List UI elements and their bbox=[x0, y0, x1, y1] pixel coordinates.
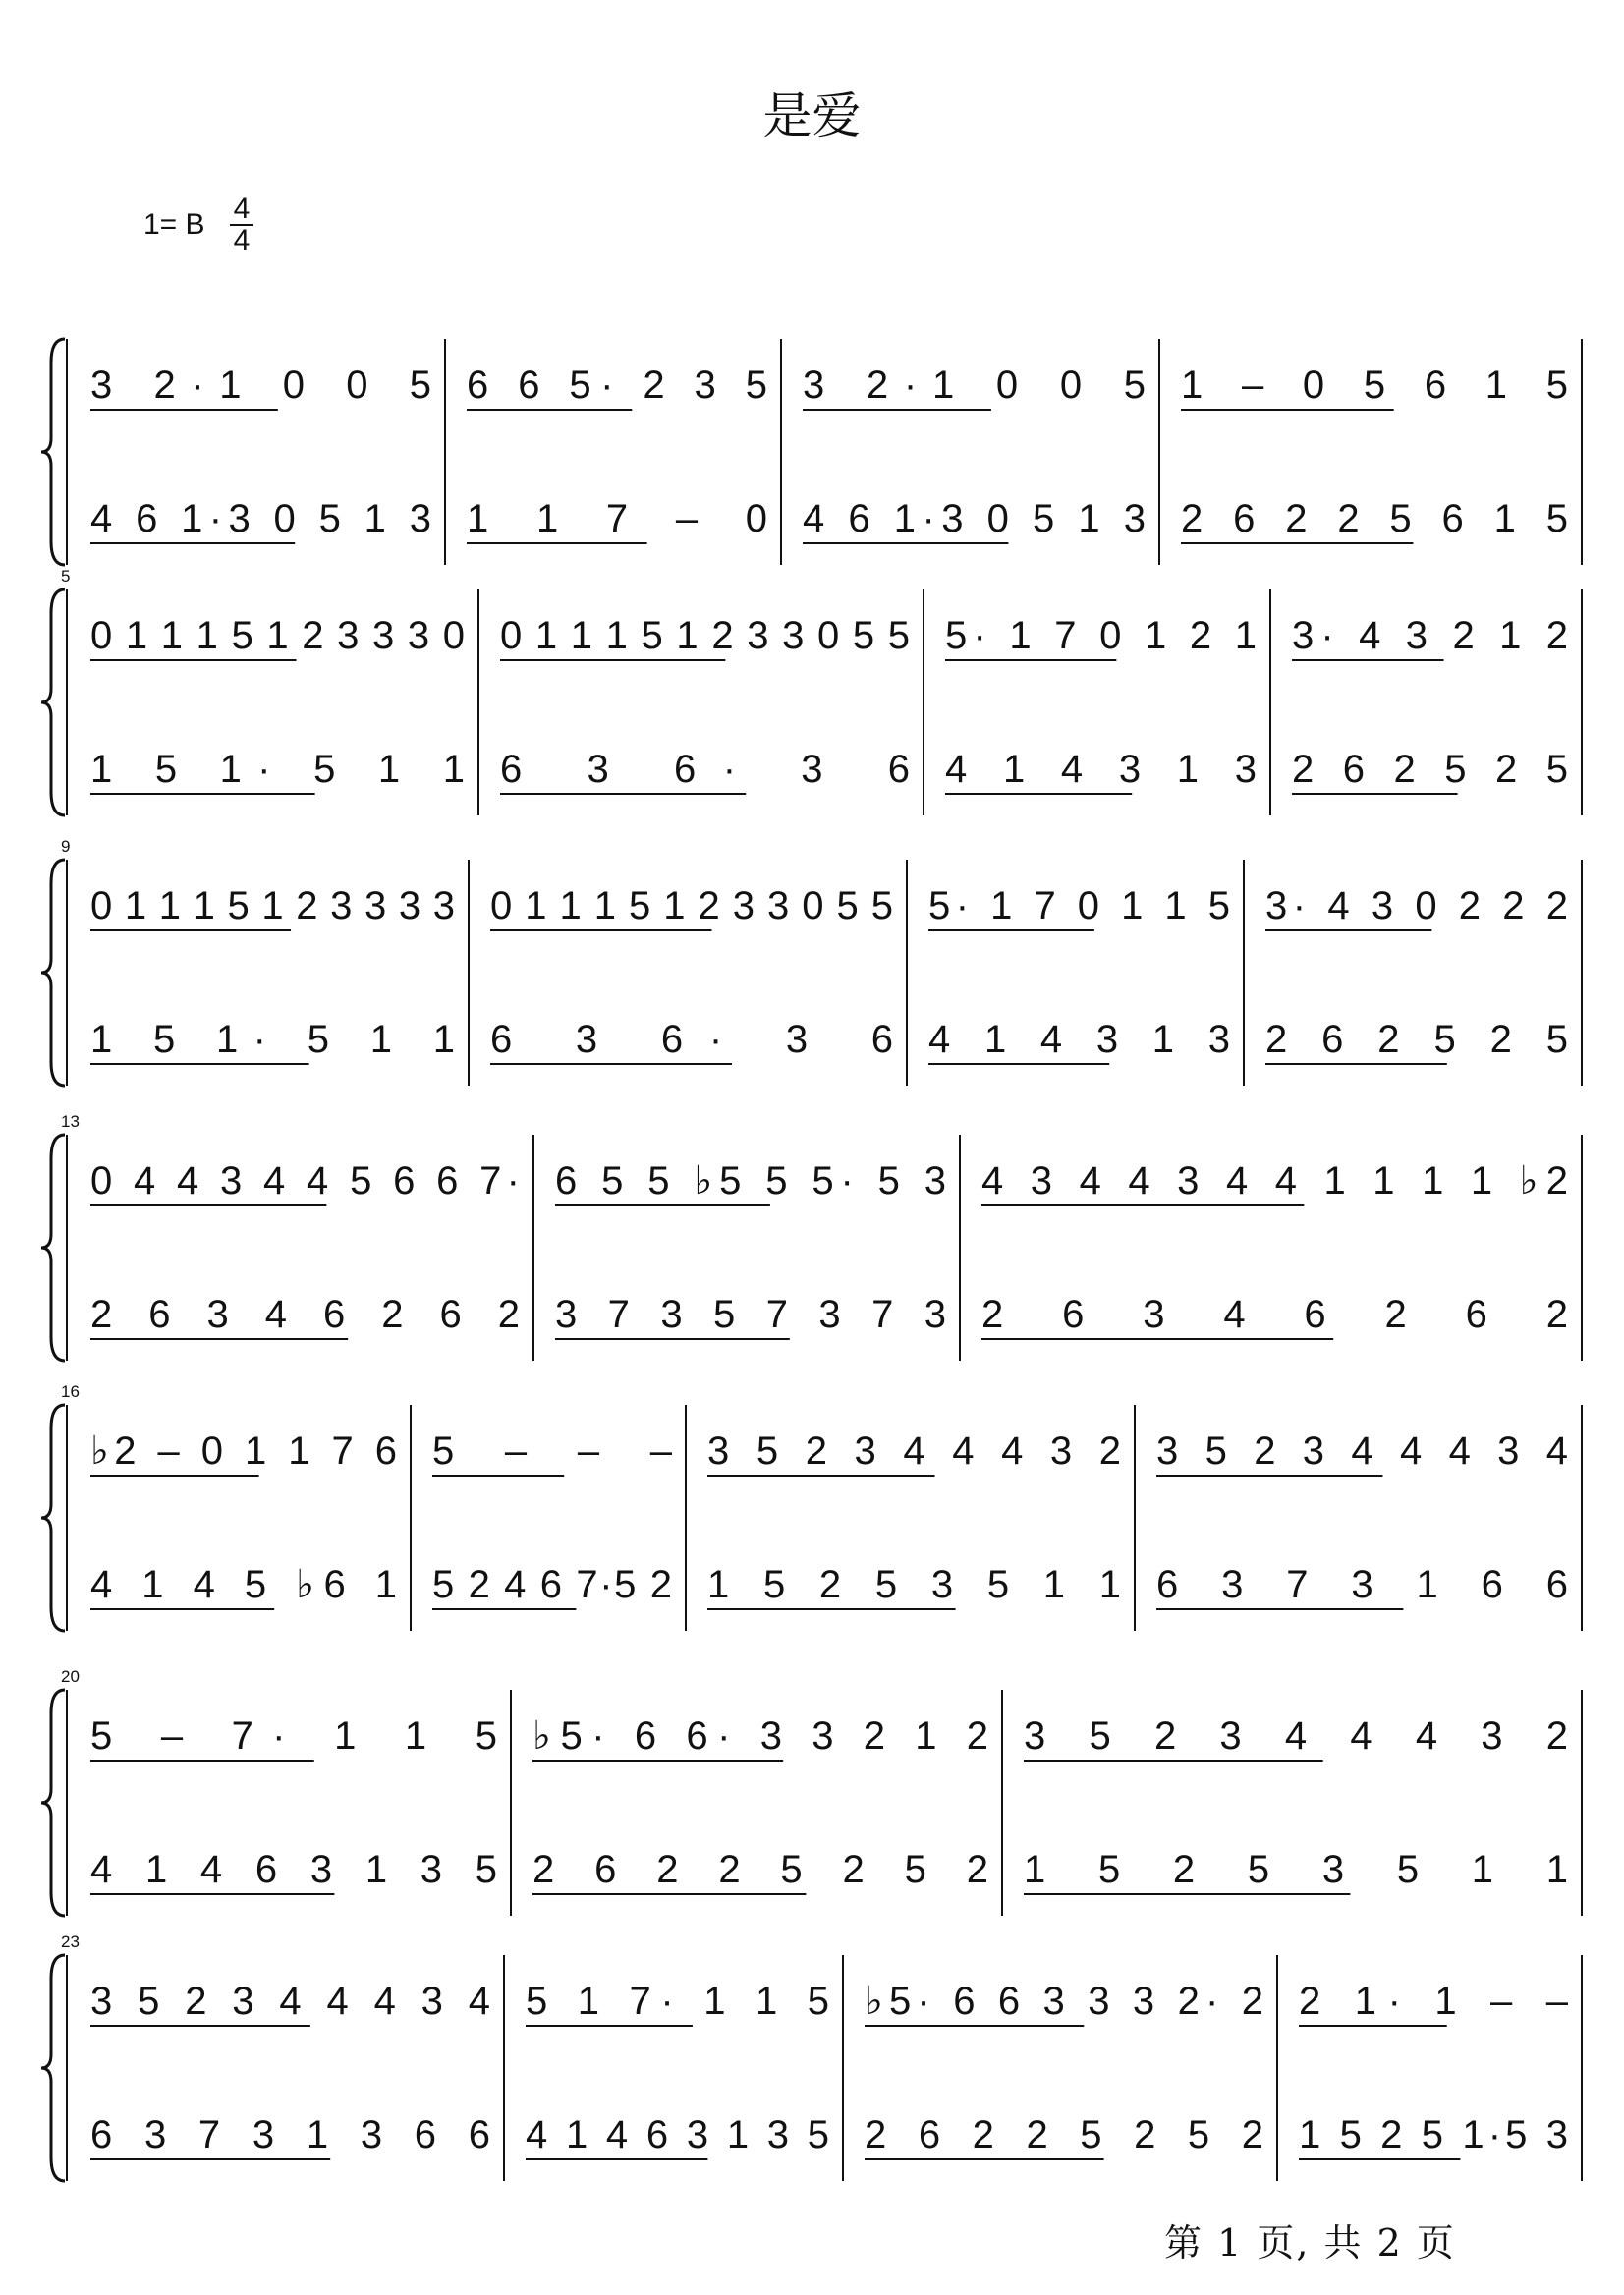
system-brace bbox=[41, 860, 65, 1086]
upper-staff-notes: 3 5 2 3 4 4 4 3 4 bbox=[90, 1980, 490, 2023]
lower-staff-notes: 4 6 1·3 0 5 1 3 bbox=[90, 497, 431, 540]
lower-staff-notes: 2 6 3 4 6 2 6 2 bbox=[981, 1293, 1568, 1336]
lower-staff-notes: 1 5 2 5 3 5 1 1 bbox=[707, 1563, 1121, 1606]
lower-staff-notes: 6 3 7 3 1 6 6 bbox=[1156, 1563, 1568, 1606]
measure-number: 16 bbox=[61, 1382, 80, 1401]
lower-staff-notes: 5 2 4 6 7·5 2 bbox=[432, 1563, 672, 1606]
measure-number: 20 bbox=[61, 1667, 80, 1686]
upper-staff-notes: 3 5 2 3 4 4 4 3 2 bbox=[1024, 1714, 1568, 1758]
measure-number: 5 bbox=[61, 567, 71, 586]
lower-staff-notes: 6 3 6· 3 6 bbox=[500, 748, 910, 791]
upper-staff-notes: ♭5· 6 6· 3 3 2 1 2 bbox=[532, 1714, 988, 1758]
upper-staff-notes: 2 1· 1 – – bbox=[1299, 1980, 1568, 2023]
upper-staff-notes: 0 1 1 1 5 1 2 3 3 0 5 5 bbox=[490, 884, 893, 927]
upper-staff-notes: 0 1 1 1 5 1 2 3 3 0 5 5 bbox=[500, 614, 910, 657]
lower-staff-notes: 4 6 1·3 0 5 1 3 bbox=[803, 497, 1146, 540]
system-brace bbox=[41, 589, 65, 815]
score-title: 是爱 bbox=[762, 87, 862, 144]
system-brace bbox=[41, 1135, 65, 1361]
upper-staff-notes: 5 – – – bbox=[432, 1429, 672, 1473]
lower-staff-notes: 2 6 2 5 2 5 bbox=[1265, 1018, 1568, 1061]
upper-staff-notes: 4 3 4 4 3 4 4 1 1 1 1 ♭2 bbox=[981, 1159, 1568, 1203]
lower-staff-notes: 4 1 4 6 3 1 3 5 bbox=[526, 2113, 829, 2156]
lower-staff-notes: 1 5 1· 5 1 1 bbox=[90, 1018, 455, 1061]
lower-staff-notes: 4 1 4 3 1 3 bbox=[928, 1018, 1230, 1061]
system-brace bbox=[41, 1690, 65, 1916]
page-footer: 第 1 页, 共 2 页 bbox=[1164, 2221, 1456, 2265]
lower-staff-notes: 4 1 4 5 ♭6 1 bbox=[90, 1563, 397, 1606]
key-label: 1= B bbox=[143, 208, 205, 241]
system-brace bbox=[41, 339, 65, 565]
lower-staff-notes: 1 5 2 5 1·5 3 bbox=[1299, 2113, 1568, 2156]
system-brace bbox=[41, 1405, 65, 1631]
upper-staff-notes: ♭2 – 0 1 1 7 6 bbox=[90, 1429, 397, 1473]
upper-staff-notes: 0 1 1 1 5 1 2 3 3 3 3 bbox=[90, 884, 455, 927]
lower-staff-notes: 1 5 2 5 3 5 1 1 bbox=[1024, 1848, 1568, 1891]
upper-staff-notes: 3· 4 3 2 1 2 bbox=[1292, 614, 1568, 657]
measure-number: 9 bbox=[61, 837, 71, 856]
system-brace bbox=[41, 1955, 65, 2181]
lower-staff-notes: 2 6 3 4 6 2 6 2 bbox=[90, 1293, 520, 1336]
upper-staff-notes: 3 2·1 0 0 5 bbox=[90, 364, 431, 407]
upper-staff-notes: 5· 1 7 0 1 1 5 bbox=[928, 884, 1230, 927]
time-denominator: 4 bbox=[233, 224, 251, 256]
time-numerator: 4 bbox=[230, 195, 253, 226]
upper-staff-notes: 3 5 2 3 4 4 4 3 2 bbox=[707, 1429, 1121, 1473]
measure-number: 23 bbox=[61, 1932, 80, 1951]
lower-staff-notes: 4 1 4 3 1 3 bbox=[945, 748, 1257, 791]
lower-staff-notes: 2 6 2 2 5 2 5 2 bbox=[865, 2113, 1263, 2156]
upper-staff-notes: 5 1 7· 1 1 5 bbox=[526, 1980, 829, 2023]
upper-staff-notes: 0 4 4 3 4 4 5 6 6 7· bbox=[90, 1159, 520, 1203]
upper-staff-notes: 1 – 0 5 6 1 5 bbox=[1181, 364, 1568, 407]
lower-staff-notes: 2 6 2 2 5 2 5 2 bbox=[532, 1848, 988, 1891]
lower-staff-notes: 6 3 7 3 1 3 6 6 bbox=[90, 2113, 490, 2156]
lower-staff-notes: 3 7 3 5 7 3 7 3 bbox=[555, 1293, 946, 1336]
upper-staff-notes: ♭5· 6 6 3 3 3 2· 2 bbox=[865, 1980, 1263, 2023]
upper-staff-notes: 6 5 5 ♭5 5 5· 5 3 bbox=[555, 1159, 946, 1203]
upper-staff-notes: 5· 1 7 0 1 2 1 bbox=[945, 614, 1257, 657]
upper-staff-notes: 0 1 1 1 5 1 2 3 3 3 0 bbox=[90, 614, 465, 657]
lower-staff-notes: 2 6 2 2 5 6 1 5 bbox=[1181, 497, 1568, 540]
upper-staff-notes: 5 – 7· 1 1 5 bbox=[90, 1714, 497, 1758]
upper-staff-notes: 3· 4 3 0 2 2 2 bbox=[1265, 884, 1568, 927]
upper-staff-notes: 6 6 5· 2 3 5 bbox=[467, 364, 767, 407]
lower-staff-notes: 1 1 7 – 0 bbox=[467, 497, 767, 540]
lower-staff-notes: 1 5 1· 5 1 1 bbox=[90, 748, 465, 791]
upper-staff-notes: 3 2·1 0 0 5 bbox=[803, 364, 1146, 407]
lower-staff-notes: 6 3 6· 3 6 bbox=[490, 1018, 893, 1061]
measure-number: 13 bbox=[61, 1112, 80, 1131]
lower-staff-notes: 4 1 4 6 3 1 3 5 bbox=[90, 1848, 497, 1891]
lower-staff-notes: 2 6 2 5 2 5 bbox=[1292, 748, 1568, 791]
upper-staff-notes: 3 5 2 3 4 4 4 3 4 bbox=[1156, 1429, 1568, 1473]
